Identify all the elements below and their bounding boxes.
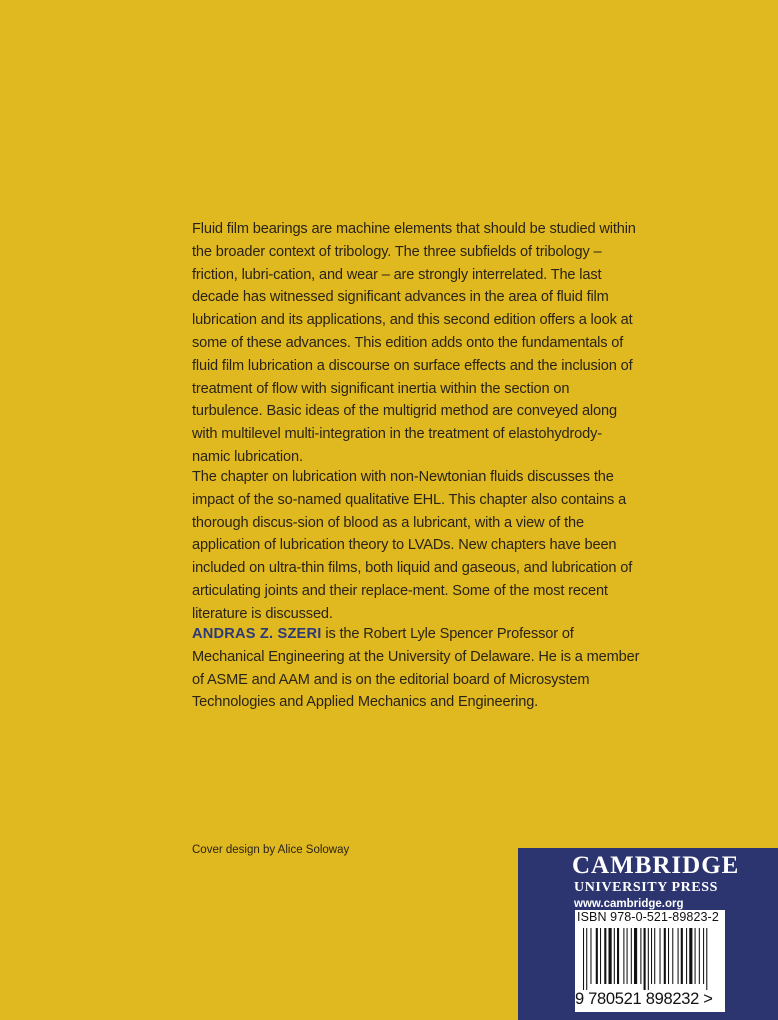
- author-bio-paragraph: [192, 623, 640, 714]
- author-bio: [192, 623, 640, 714]
- description-paragraph-1: [192, 218, 640, 469]
- author-bio-text: is the Robert Lyle Spencer Professor of Mechanical Engineering at the University of Delaware. He is a member of ASME and AAM and is on the editorial board of Microsystem Technologies and Applied Mechanics and Engineering.: [192, 626, 640, 711]
- publisher-name: CAMBRIDGE: [572, 852, 740, 879]
- barcode-bar: [689, 928, 692, 984]
- publisher-press: UNIVERSITY PRESS: [574, 880, 719, 895]
- barcode-bar: [623, 928, 624, 984]
- barcode-bar: [586, 928, 587, 990]
- description-text-1: Fluid film bearings are machine elements that should be studied within the broader context of tribology. The three subfields of tribology – friction, lubri-cation, and wear – are strongly interrelated. The last decade has witnessed significant advances in the area of fluid film lubrication and its applications, and this second edition offers a look at some of these advances. This edition adds onto the fundamentals of fluid film lubrication a discourse on surface effects and the inclusion of treatment of flow with significant inertia within the section on turbulence. Basic ideas of the multigrid method are conveyed along with multilevel multi-integration in the treatment of elastohydrody-namic lubrication.: [192, 221, 636, 465]
- barcode-bar: [644, 928, 646, 990]
- barcode-bar: [590, 928, 591, 984]
- barcode-bar: [678, 928, 679, 984]
- barcode-bar: [681, 928, 683, 984]
- description-text-2: The chapter on lubrication with non-Newtonian fluids discusses the impact of the so-named qualitative EHL. This chapter also contains a thorough discus-sion of blood as a lubricant, with a view of the application of lubrication theory to LVADs. New chapters have been included on ultra-thin films, both liquid and gaseous, and lubrication of articulating joints and their replace-ment. Some of the most recent literature is discussed.: [192, 469, 633, 622]
- barcode-bar: [703, 928, 704, 984]
- barcode-panel: [575, 910, 725, 1012]
- barcode-bar: [660, 928, 661, 984]
- barcode-bar: [596, 928, 598, 984]
- barcode-bar: [617, 928, 619, 984]
- publisher-url: www.cambridge.org: [574, 898, 684, 910]
- publisher-panel: [518, 848, 778, 1020]
- barcode-bar: [699, 928, 700, 984]
- barcode-bar: [631, 928, 632, 984]
- barcode-bar: [695, 928, 696, 984]
- barcode-bars: [577, 928, 723, 990]
- barcode-bar: [654, 928, 655, 984]
- barcode-bar: [648, 928, 649, 990]
- barcode-bar: [604, 928, 606, 984]
- barcode-bar: [609, 928, 612, 984]
- author-name: ANDRAS Z. SZERI: [192, 626, 322, 642]
- barcode-bar: [627, 928, 628, 984]
- barcode-bar: [614, 928, 615, 984]
- barcode-digits: 9 780521 898232 >: [575, 990, 713, 1008]
- cover-design-credit: Cover design by Alice Soloway: [192, 844, 350, 856]
- barcode-bar: [706, 928, 707, 990]
- isbn-text: ISBN 978-0-521-89823-2: [577, 910, 719, 924]
- barcode-bar: [668, 928, 669, 984]
- barcode-bar: [686, 928, 687, 984]
- barcode-bar: [634, 928, 637, 984]
- barcode-bar: [664, 928, 666, 984]
- barcode-bar: [583, 928, 584, 990]
- description-paragraph-2: [192, 466, 640, 626]
- barcode-bar: [651, 928, 652, 984]
- barcode-bar: [672, 928, 673, 984]
- barcode-bar: [600, 928, 601, 984]
- barcode-bar: [640, 928, 641, 984]
